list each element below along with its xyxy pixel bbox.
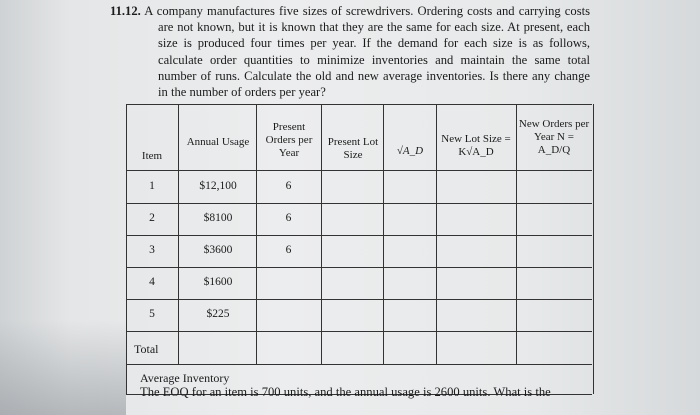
total-label: Total [134, 342, 159, 356]
row-1-item: 1 [149, 180, 155, 192]
problem-number: 11.12. [110, 4, 141, 18]
header-item: Item [141, 150, 163, 162]
row-rule [126, 203, 592, 204]
row-4-usage: $1600 [203, 276, 233, 288]
row-5-item: 5 [149, 308, 155, 320]
problem-text: A company manufactures five sizes of screwdrivers. Ordering costs and carrying costs are not known, but it is known that they are the same for each size. At present, each size is produced four times per year. If the demand for each size is as follows, calculate order quantities to minimize inventories and maintain the same total number of runs. Calculate the old and new average inventories. Is there any change in the number of orders per year? [144, 4, 590, 100]
row-2-orders: 6 [285, 212, 292, 224]
header-sqrt-ad: √A_D [396, 145, 424, 157]
row-4-item: 4 [149, 276, 155, 288]
header-present-orders: Present Orders per Year [265, 121, 313, 159]
column-rule [178, 104, 179, 364]
table-top-rule [126, 104, 592, 105]
average-inventory-label: Average Inventory [140, 371, 230, 385]
total-rule [126, 364, 592, 365]
problem-statement [110, 3, 590, 100]
page-shadow [0, 320, 126, 415]
row-3-item: 3 [149, 244, 155, 256]
row-1-usage: $12,100 [199, 180, 237, 192]
row-2-item: 2 [149, 212, 155, 224]
column-rule [321, 104, 322, 364]
header-new-lot-size: New Lot Size = K√A_D [441, 133, 511, 158]
header-bottom-rule [126, 170, 592, 171]
row-3-orders: 6 [285, 244, 292, 256]
row-rule [126, 299, 592, 300]
row-5-usage: $225 [206, 308, 230, 320]
header-present-lot: Present Lot Size [327, 136, 379, 161]
column-rule [383, 104, 384, 364]
row-1-orders: 6 [285, 180, 292, 192]
column-rule [436, 104, 437, 364]
row-rule [126, 331, 592, 332]
column-rule [516, 104, 517, 364]
row-3-usage: $3600 [203, 244, 233, 256]
row-2-usage: $8100 [203, 212, 233, 224]
next-problem-text: The EOQ for an item is 700 units, and the annual usage is 2600 units. What is the [140, 385, 551, 399]
row-rule [126, 267, 592, 268]
row-rule [126, 235, 592, 236]
header-annual-usage: Annual Usage [186, 136, 250, 148]
column-rule [256, 104, 257, 364]
header-new-orders: New Orders per Year N = A_D/Q [518, 118, 590, 156]
